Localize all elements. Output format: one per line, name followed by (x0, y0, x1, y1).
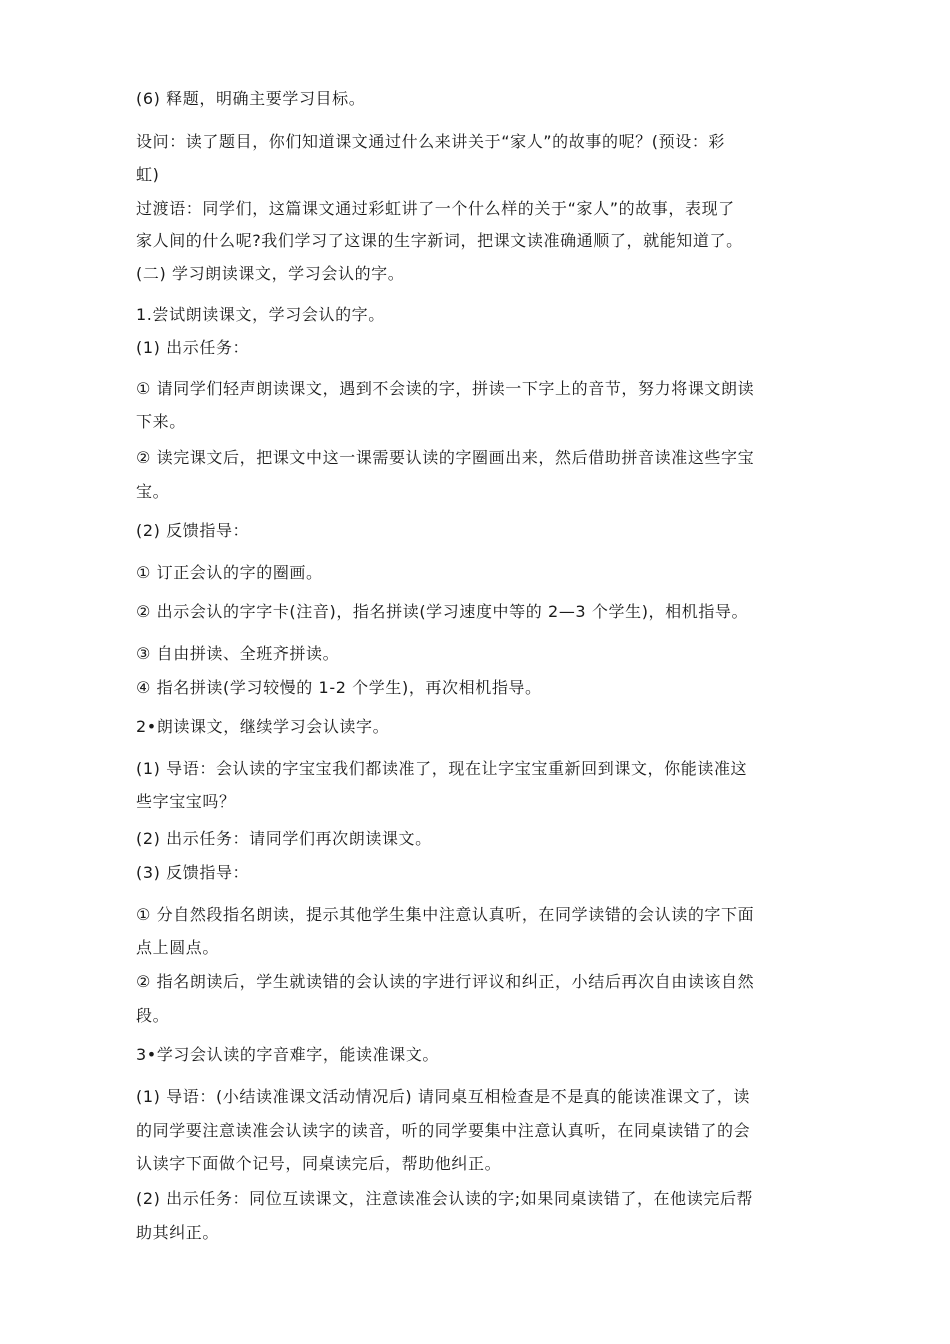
text-line: (1) 出示任务： (136, 338, 250, 357)
subsection-heading: 3•学习会认读的字音难字，能读准课文。 (136, 1045, 440, 1064)
text-line: 段。 (136, 1006, 170, 1025)
text-line: ① 请同学们轻声朗读课文，遇到不会读的字，拼读一下字上的音节，努力将课文朗读 (136, 379, 755, 398)
text-line: (2) 反馈指导： (136, 521, 250, 540)
text-line: 过渡语：同学们，这篇课文通过彩虹讲了一个什么样的关于“家人”的故事，表现了 (136, 199, 735, 218)
text-line: 下来。 (136, 412, 186, 431)
text-line: 设问：读了题目，你们知道课文通过什么来讲关于“家人”的故事的呢？(预设：彩 (136, 132, 726, 151)
text-line: 点上圆点。 (136, 938, 220, 957)
text-line: ④ 指名拼读(学习较慢的 1-2 个学生)，再次相机指导。 (136, 678, 542, 697)
section-heading: (二) 学习朗读课文，学习会认的字。 (136, 264, 405, 283)
text-line: ② 出示会认的字字卡(注音)，指名拼读(学习速度中等的 2—3 个学生)，相机指导。 (136, 602, 749, 621)
text-line: 的同学要注意读准会认读字的读音，听的同学要集中注意认真听，在同桌读错了的会 (136, 1121, 751, 1140)
text-line: 宝。 (136, 482, 170, 501)
text-line: 些字宝宝吗？ (136, 792, 236, 811)
text-line: (2) 出示任务：请同学们再次朗读课文。 (136, 829, 432, 848)
text-line: ② 指名朗读后，学生就读错的会认读的字进行评议和纠正，小结后再次自由读该自然 (136, 972, 755, 991)
text-line: (1) 导语：会认读的字宝宝我们都读准了，现在让字宝宝重新回到课文，你能读准这 (136, 759, 748, 778)
subsection-heading: 2•朗读课文，继续学习会认读字。 (136, 717, 390, 736)
text-line: ② 读完课文后，把课文中这一课需要认读的字圈画出来，然后借助拼音读准这些字宝 (136, 448, 755, 467)
text-line: 家人间的什么呢?我们学习了这课的生字新词，把课文读准确通顺了，就能知道了。 (136, 231, 743, 250)
subsection-heading: 1.尝试朗读课文，学习会认的字。 (136, 305, 385, 324)
text-line: ① 分自然段指名朗读，提示其他学生集中注意认真听，在同学读错的会认读的字下面 (136, 905, 755, 924)
text-line: 助其纠正。 (136, 1223, 220, 1242)
text-line: (1) 导语：(小结读准课文活动情况后) 请同桌互相检查是不是真的能读准课文了，读 (136, 1087, 750, 1106)
text-line: ① 订正会认的字的圈画。 (136, 563, 323, 582)
text-line: 虹) (136, 165, 160, 184)
text-line: (3) 反馈指导： (136, 863, 250, 882)
text-line: (6) 释题，明确主要学习目标。 (136, 89, 366, 108)
text-line: 认读字下面做个记号，同桌读完后，帮助他纠正。 (136, 1154, 502, 1173)
text-line: (2) 出示任务：同位互读课文，注意读准会认读的字;如果同桌读错了，在他读完后帮 (136, 1189, 754, 1208)
text-line: ③ 自由拼读、全班齐拼读。 (136, 644, 340, 663)
